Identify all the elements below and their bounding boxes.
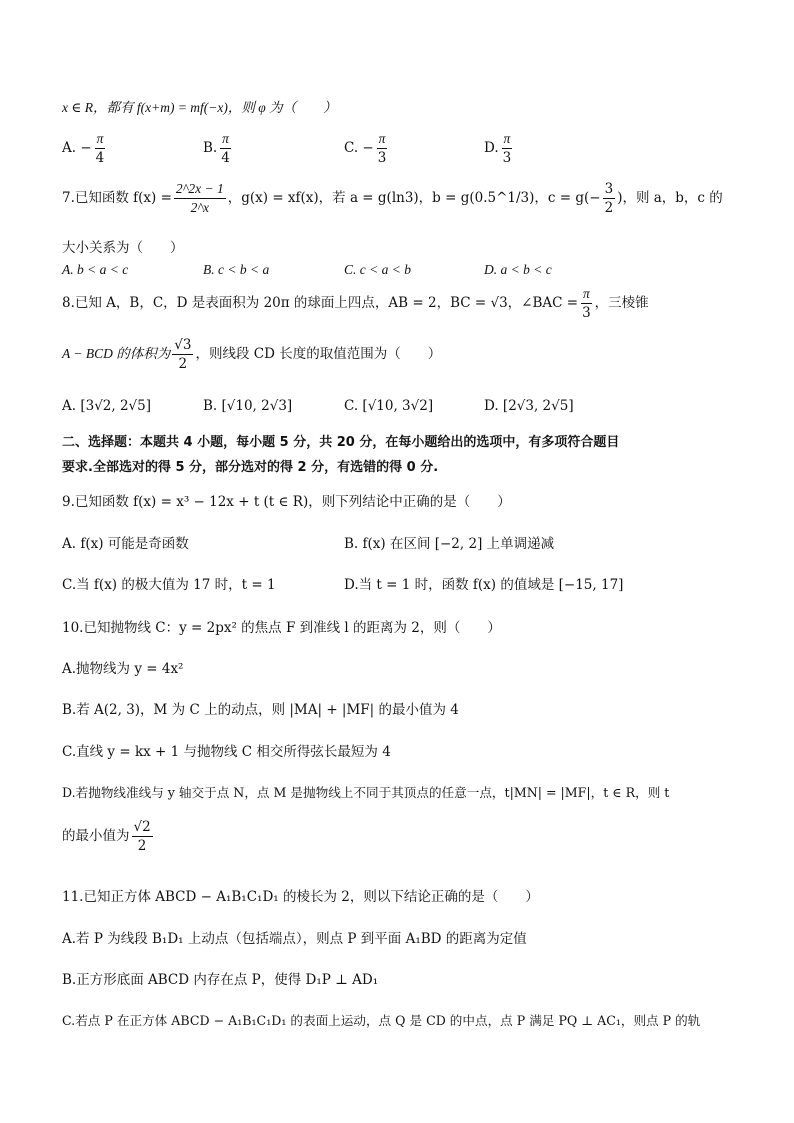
q11-stem: 11.已知正方体 ABCD − A₁B₁C₁D₁ 的棱长为 2，则以下结论正确的是（ ） <box>62 889 539 905</box>
section-2-heading-line1: 二、选择题：本题共 4 小题，每小题 5 分，共 20 分，在每小题给出的选项中，有多项符合题目 <box>62 435 620 450</box>
q6-option-c: C. − $\frac{\pi}{3}$ <box>344 131 387 166</box>
q7-stem: 7.已知函数 f(x) = $\frac{2\^{}2x - 1}{2\^{}x}$ ，g(x) = xf(x)，若 a = g(ln3)，b = g(0.5^1/3)，c = g(− $\frac{3}{2}$ )，则 a，b，c 的 <box>62 181 723 216</box>
q7-option-c: C. c < a < b <box>344 262 411 277</box>
fraction: $\frac{\pi}{4}$ <box>95 131 105 166</box>
q6-stem-continuation: x ∈ R，都有 f(x+m) = mf(−x)，则 φ 为（ ） <box>62 100 337 115</box>
q10-option-b: B.若 A(2, 3)，M 为 C 上的动点，则 |MA| + |MF| 的最小值为 4 <box>62 702 459 718</box>
fraction: $\frac{\pi}{3}$ <box>377 131 387 166</box>
q10-option-d-line1: D.若抛物线准线与 y 轴交于点 N，点 M 是抛物线上不同于其顶点的任意一点，t|MN| = |MF|，t ∈ R，则 t <box>62 785 670 800</box>
q9-stem: 9.已知函数 f(x) = x³ − 12x + t (t ∈ R)，则下列结论中正确的是（ ） <box>62 494 511 510</box>
section-2-heading-line2: 要求.全部选对的得 5 分，部分选对的得 2 分，有选错的得 0 分. <box>62 460 439 475</box>
q11-option-b: B.正方形底面 ABCD 内存在点 P，使得 D₁P ⊥ AD₁ <box>62 972 379 988</box>
q6-option-a: A. − $\frac{\pi}{4}$ <box>62 131 105 166</box>
q11-option-c: C.若点 P 在正方体 ABCD − A₁B₁C₁D₁ 的表面上运动，点 Q 是 CD 的中点，点 P 满足 PQ ⊥ AC₁，则点 P 的轨 <box>62 1013 701 1028</box>
q10-stem: 10.已知抛物线 C：y = 2px² 的焦点 F 到准线 l 的距离为 2，则（ ） <box>62 620 501 636</box>
q7-option-d: D. a < b < c <box>484 262 552 277</box>
q7-stem-line2: 大小关系为（ ） <box>62 240 184 256</box>
q8-option-c: C. [√10, 3√2] <box>344 398 434 414</box>
q10-option-c: C.直线 y = kx + 1 与抛物线 C 相交所得弦长最短为 4 <box>62 744 391 760</box>
fraction: $\frac{2\^{}2x - 1}{2\^{}x}$ <box>175 181 224 215</box>
fraction: $\frac{√3}{2}$ <box>174 337 192 372</box>
q6-option-d: D. $\frac{\pi}{3}$ <box>484 131 512 166</box>
q8-stem-line2: A − BCD 的体积为 $\frac{√3}{2}$ ，则线段 CD 长度的取值范围为（ ） <box>62 337 442 372</box>
q8-stem-line1: 8.已知 A，B，C，D 是表面积为 20π 的球面上四点，AB = 2，BC = √3，∠BAC = $\frac{\pi}{3}$ ，三棱锥 <box>62 286 649 321</box>
q11-option-a: A.若 P 为线段 B₁D₁ 上动点（包括端点），则点 P 到平面 A₁BD 的距离为定值 <box>62 931 527 947</box>
q9-option-d: D.当 t = 1 时，函数 f(x) 的值域是 [−15, 17] <box>344 577 624 593</box>
fraction: $\frac{\pi}{3}$ <box>502 131 512 166</box>
q8-option-a: A. [3√2, 2√5] <box>62 398 152 414</box>
fraction: $\frac{√2}{2}$ <box>133 819 151 854</box>
q10-option-d-line2: 的最小值为 $\frac{√2}{2}$ <box>62 819 151 854</box>
q9-option-b: B. f(x) 在区间 [−2, 2] 上单调递减 <box>344 536 555 552</box>
q9-option-c: C.当 f(x) 的极大值为 17 时，t = 1 <box>62 577 276 593</box>
fraction: $\frac{\pi}{4}$ <box>221 131 230 166</box>
q7-option-a: A. b < a < c <box>62 262 129 277</box>
fraction: $\frac{\pi}{3}$ <box>582 286 591 321</box>
q8-option-d: D. [2√3, 2√5] <box>484 398 574 414</box>
fraction: $\frac{3}{2}$ <box>604 181 614 216</box>
q10-option-a: A.抛物线为 y = 4x² <box>62 661 184 677</box>
q9-option-a: A. f(x) 可能是奇函数 <box>62 536 189 552</box>
q7-option-b: B. c < b < a <box>203 262 270 277</box>
q8-option-b: B. [√10, 2√3] <box>203 398 293 414</box>
q6-option-b: B. $\frac{\pi}{4}$ <box>203 131 230 166</box>
